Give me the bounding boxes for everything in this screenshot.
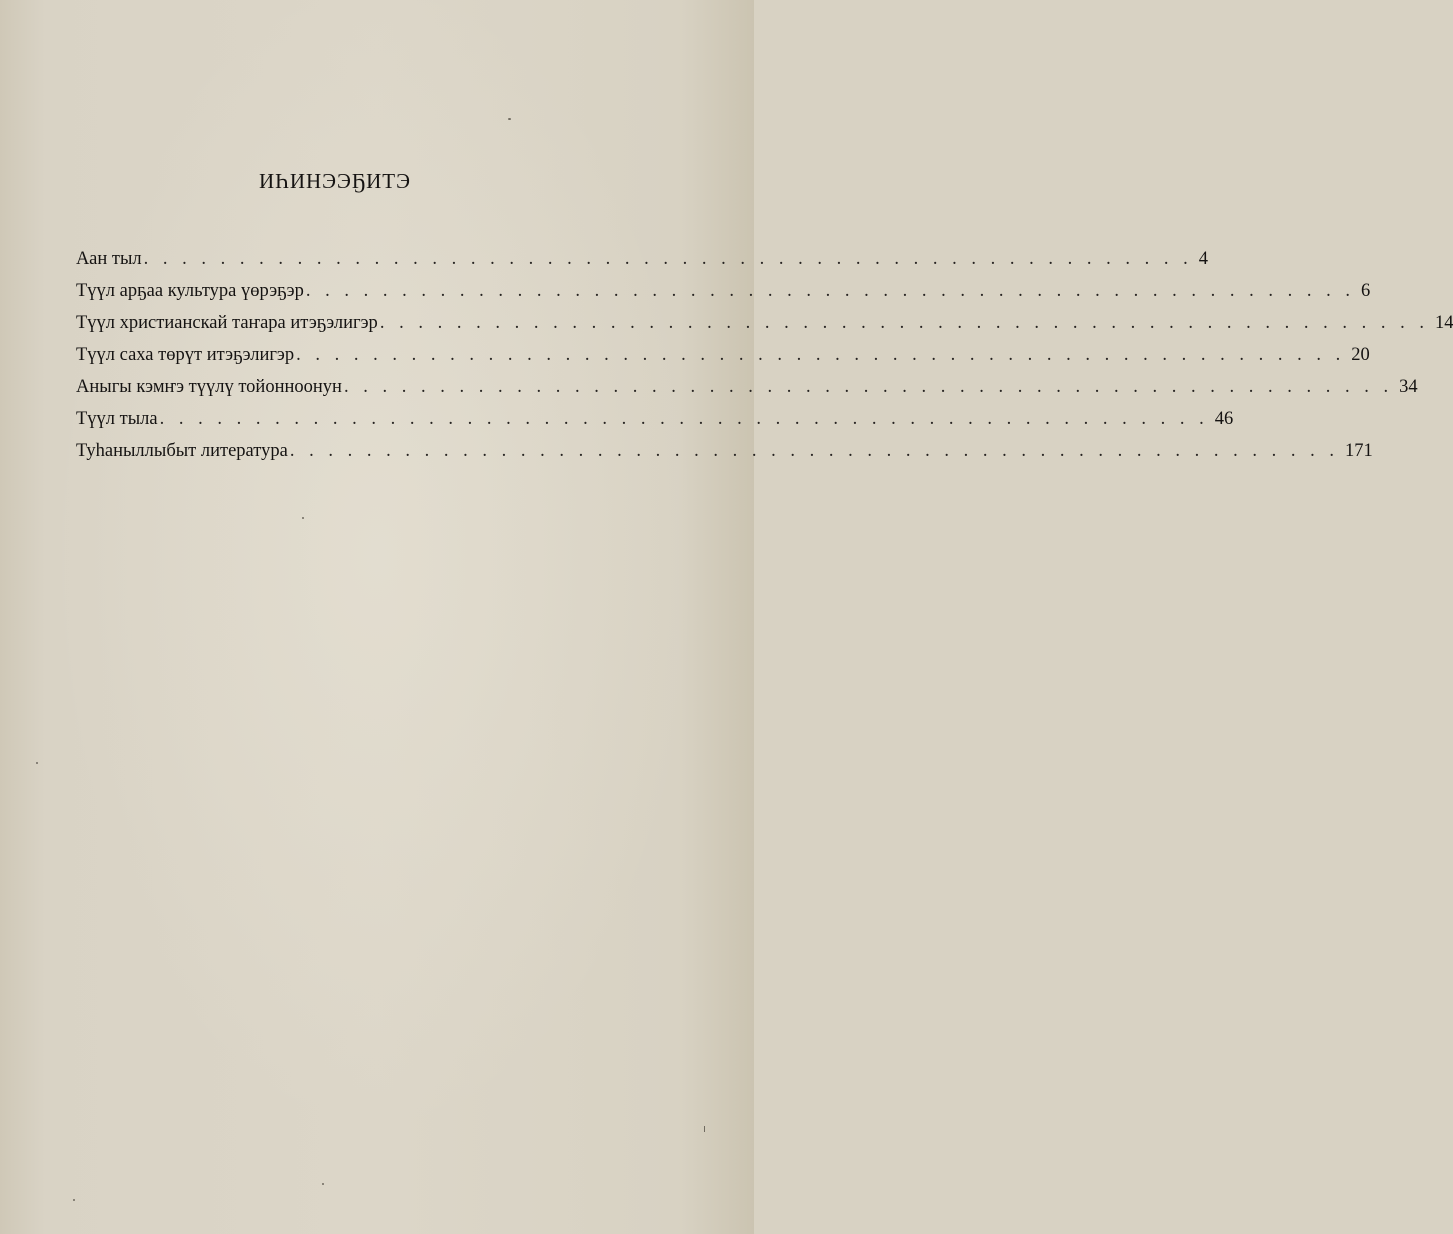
- toc-entry: [76, 435, 1373, 467]
- toc-entry-label: Түүл саха төрүт итэҕэлигэр: [76, 345, 295, 365]
- toc-entry-page: 171: [1344, 441, 1373, 461]
- toc-entry-page: 34: [1399, 377, 1418, 397]
- paper-speck: [704, 1126, 705, 1132]
- toc-entry: [76, 243, 1208, 275]
- toc-entry-page: 4: [1198, 249, 1208, 269]
- toc-entry-page: 46: [1214, 409, 1234, 429]
- dot-leader: . . . . . . . . . . . . . . . . . . . . . . . . . . . . . . . . . . . . . . . . . . . . . . . . . . . . . . .: [379, 313, 1429, 333]
- paper-speck: [508, 118, 511, 120]
- paper-speck: [322, 1183, 324, 1185]
- dot-leader: . . . . . . . . . . . . . . . . . . . . . . . . . . . . . . . . . . . . . . . . . . . . . . . . . . . . . . .: [343, 377, 1394, 397]
- toc-entry-label: Түүл христианскай таҥара итэҕэлигэр: [76, 313, 378, 333]
- toc-entry-page: 14: [1434, 313, 1453, 333]
- paper-speck: [302, 517, 304, 519]
- contents-title: ИҺИНЭЭҔИТЭ: [259, 169, 411, 193]
- dot-leader: . . . . . . . . . . . . . . . . . . . . . . . . . . . . . . . . . . . . . . . . . . . . . . . . . . . . . . .: [305, 281, 1355, 301]
- toc-entry-page: 20: [1351, 345, 1370, 365]
- toc-entry: [76, 307, 1453, 339]
- toc-entry: [76, 275, 1371, 307]
- toc-entry: [76, 371, 1418, 403]
- toc-entry-page: 6: [1361, 281, 1371, 301]
- paper-speck: [73, 1199, 75, 1201]
- table-of-contents: [76, 243, 1453, 467]
- toc-entry-label: Аан тыл: [76, 249, 142, 269]
- dot-leader: . . . . . . . . . . . . . . . . . . . . . . . . . . . . . . . . . . . . . . . . . . . . . . . . . . . . . . .: [143, 249, 1193, 269]
- dot-leader: . . . . . . . . . . . . . . . . . . . . . . . . . . . . . . . . . . . . . . . . . . . . . . . . . . . . . . .: [159, 409, 1209, 429]
- toc-entry-label: Түүл арҕаа культура үөрэҕэр: [76, 281, 304, 301]
- paper-speck: [36, 762, 38, 764]
- dot-leader: . . . . . . . . . . . . . . . . . . . . . . . . . . . . . . . . . . . . . . . . . . . . . . . . . . . . . . .: [289, 441, 1339, 461]
- toc-entry-label: Туһаныллыбыт литература: [76, 441, 288, 461]
- toc-entry: [76, 403, 1234, 435]
- dot-leader: . . . . . . . . . . . . . . . . . . . . . . . . . . . . . . . . . . . . . . . . . . . . . . . . . . . . . . .: [296, 345, 1346, 365]
- toc-entry: [76, 339, 1370, 371]
- toc-entry-label: Аныгы кэмҥэ түүлү тойонноонун: [76, 377, 342, 397]
- toc-entry-label: Түүл тыла: [76, 409, 158, 429]
